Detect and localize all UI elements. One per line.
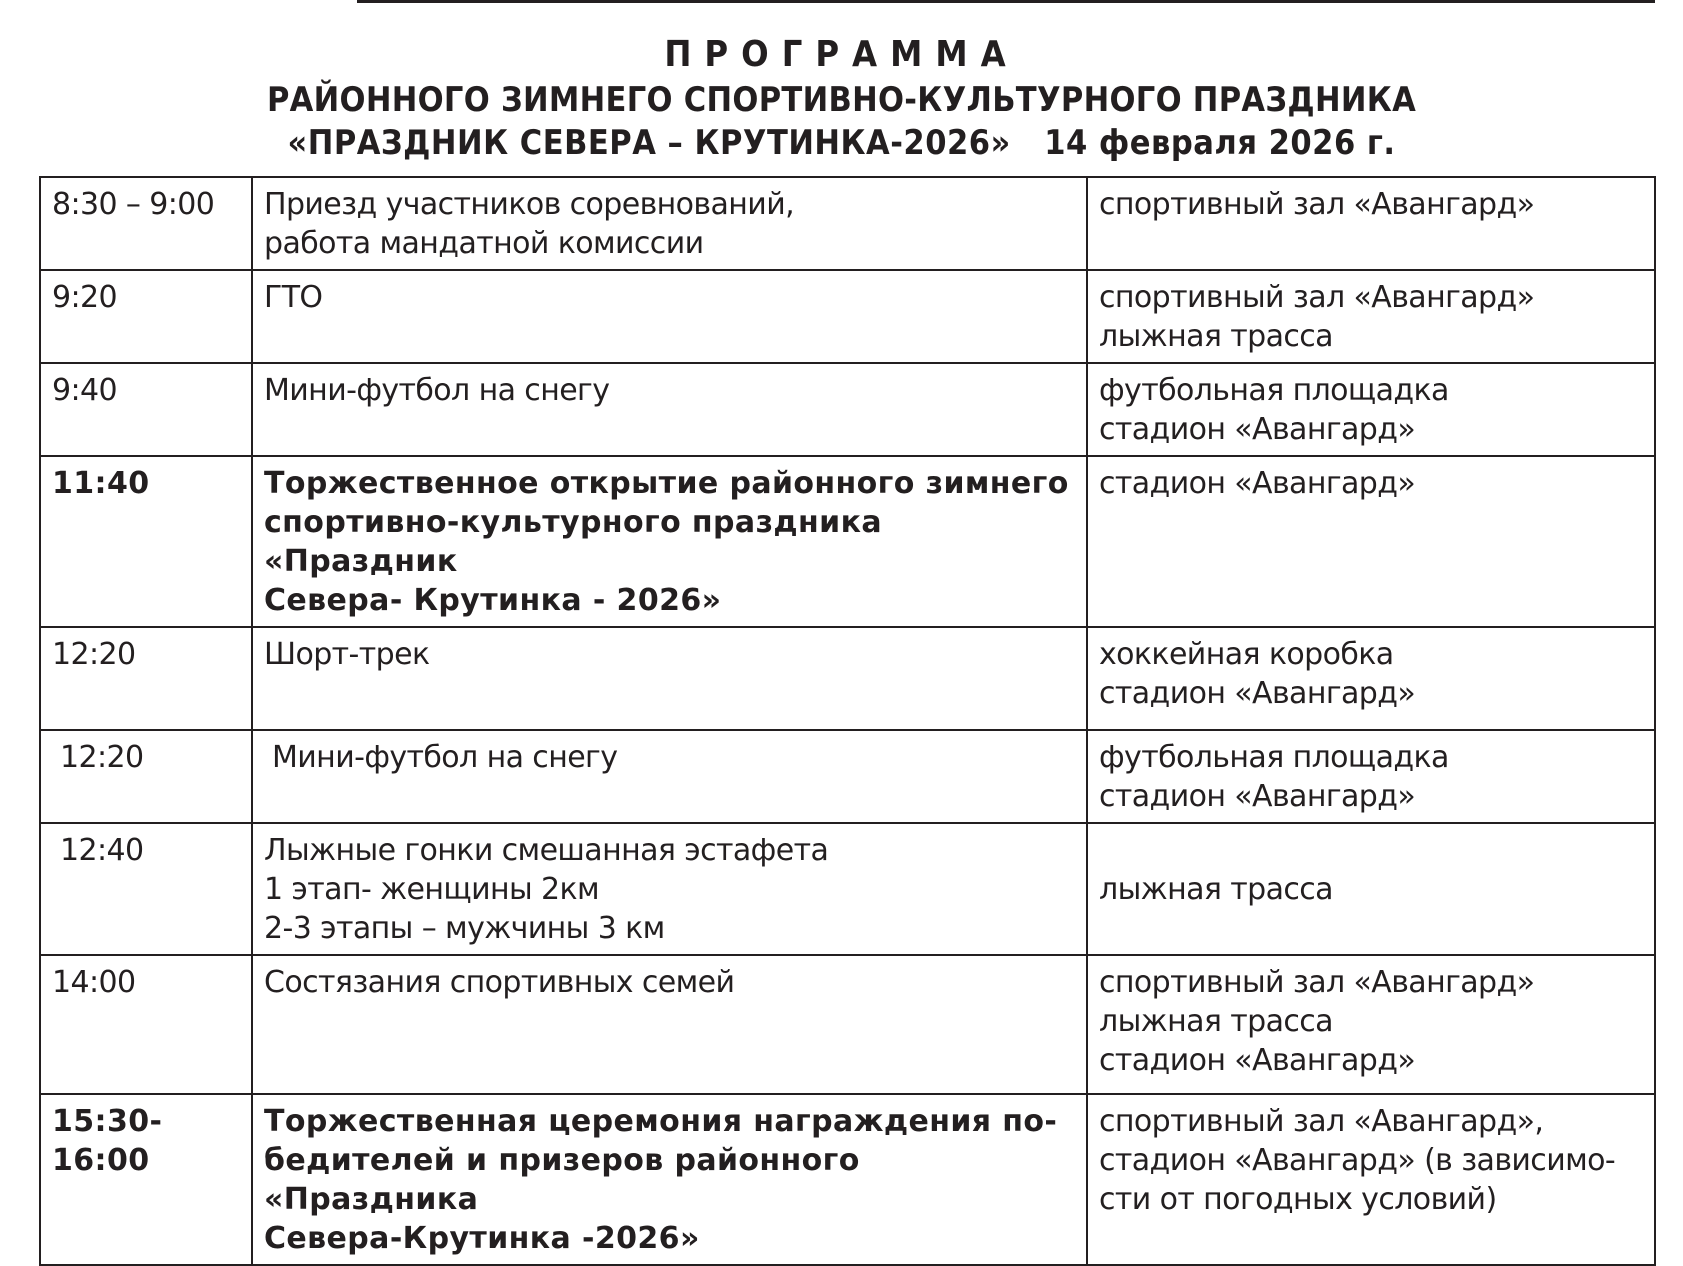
schedule-row	[40, 363, 1655, 456]
time-cell: 15:30- 16:00	[40, 1094, 252, 1265]
schedule-row	[40, 177, 1655, 270]
event-cell: Торжественная церемония награждения по- бедителей и призеров районного «Праздника Севера-Крутинка -2026»	[252, 1094, 1087, 1265]
event-cell: Торжественное открытие районного зимнего спортивно-культурного праздника «Праздник Севера- Крутинка - 2026»	[252, 456, 1087, 627]
time-cell: 12:20	[40, 730, 252, 823]
schedule-row	[40, 730, 1655, 823]
festival-subtitle: РАЙОННОГО ЗИМНЕГО СПОРТИВНО-КУЛЬТУРНОГО ПРАЗДНИКА	[266, 80, 1417, 120]
event-cell: Шорт-трек	[252, 627, 1087, 730]
schedule-row	[40, 1094, 1655, 1265]
time-cell: 8:30 – 9:00	[40, 177, 252, 270]
time-cell: 12:40	[40, 823, 252, 955]
time-cell: 9:20	[40, 270, 252, 363]
location-cell: футбольная площадка стадион «Авангард»	[1087, 730, 1655, 823]
top-rule	[357, 0, 1655, 3]
time-cell: 14:00	[40, 955, 252, 1094]
schedule-row	[40, 823, 1655, 955]
location-cell: хоккейная коробка стадион «Авангард»	[1087, 627, 1655, 730]
schedule-row	[40, 456, 1655, 627]
program-title: ПРОГРАММА	[664, 34, 1019, 75]
event-cell: Состязания спортивных семей	[252, 955, 1087, 1094]
event-cell: Мини-футбол на снегу	[252, 363, 1087, 456]
schedule-row	[40, 627, 1655, 730]
event-cell: ГТО	[252, 270, 1087, 363]
time-cell: 9:40	[40, 363, 252, 456]
event-cell: Лыжные гонки смешанная эстафета 1 этап- женщины 2км 2-3 этапы – мужчины 3 км	[252, 823, 1087, 955]
schedule-table	[39, 176, 1656, 1266]
location-cell: спортивный зал «Авангард» лыжная трасса стадион «Авангард»	[1087, 955, 1655, 1094]
location-cell: стадион «Авангард»	[1087, 456, 1655, 627]
location-cell: спортивный зал «Авангард» лыжная трасса	[1087, 270, 1655, 363]
location-cell: спортивный зал «Авангард», стадион «Авангард» (в зависимо- сти от погодных условий)	[1087, 1094, 1655, 1265]
location-cell: футбольная площадка стадион «Авангард»	[1087, 363, 1655, 456]
schedule-row	[40, 955, 1655, 1094]
festival-name-date: «ПРАЗДНИК СЕВЕРА – КРУТИНКА-2026» 14 февраля 2026 г.	[287, 123, 1396, 163]
location-cell: спортивный зал «Авангард»	[1087, 177, 1655, 270]
schedule-row	[40, 270, 1655, 363]
time-cell: 12:20	[40, 627, 252, 730]
time-cell: 11:40	[40, 456, 252, 627]
location-cell: лыжная трасса	[1087, 823, 1655, 955]
event-cell: Мини-футбол на снегу	[252, 730, 1087, 823]
event-cell: Приезд участников соревнований, работа мандатной комиссии	[252, 177, 1087, 270]
